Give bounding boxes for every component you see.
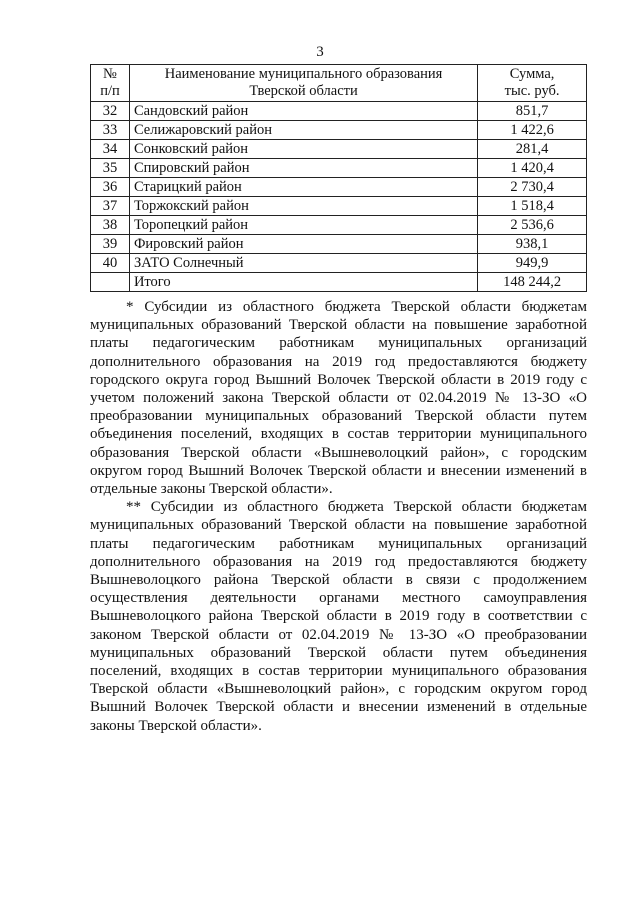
row-num: 33 xyxy=(91,121,130,140)
subsidy-table xyxy=(90,64,587,292)
row-num: 34 xyxy=(91,140,130,159)
row-sum: 851,7 xyxy=(478,102,587,121)
row-name: Старицкий район xyxy=(129,178,477,197)
table-total-row xyxy=(91,273,587,292)
header-name-line-1: Наименование муниципального образования xyxy=(164,66,443,82)
header-num xyxy=(91,65,130,102)
row-num: 36 xyxy=(91,178,130,197)
table-row xyxy=(91,178,587,197)
footnotes xyxy=(90,298,587,735)
row-name: Торопецкий район xyxy=(129,216,477,235)
total-label: Итого xyxy=(129,273,477,292)
table-row xyxy=(91,159,587,178)
row-name: Торжокский район xyxy=(129,197,477,216)
header-num-line-1: № xyxy=(103,66,117,82)
row-num: 32 xyxy=(91,102,130,121)
row-sum: 1 422,6 xyxy=(478,121,587,140)
header-num-line-2: п/п xyxy=(100,83,120,99)
table-header-row xyxy=(91,65,587,102)
row-num: 40 xyxy=(91,254,130,273)
row-name: Селижаровский район xyxy=(129,121,477,140)
row-sum: 2 730,4 xyxy=(478,178,587,197)
header-name xyxy=(129,65,477,102)
header-sum-line-1: Сумма, xyxy=(509,66,555,82)
row-sum: 1 518,4 xyxy=(478,197,587,216)
row-num: 37 xyxy=(91,197,130,216)
table-row xyxy=(91,140,587,159)
row-sum: 938,1 xyxy=(478,235,587,254)
footnote-double-asterisk: ** Субсидии из областного бюджета Тверской области бюджетам муниципальных образований Тверской области на повышение заработной платы педагогическим работникам муниципальных организаций дополнительного образования на 2019 год предоставляются бюджету Вышневолоцкого района Тверской области в связи с продолжением осуществления деятельности органами местного самоуправления Вышневолоцкого района Тверской области в 2019 году в соответствии с законом Тверской области от 02.04.2019 № 13-ЗО «О преобразовании муниципальных образований Тверской области путем объединения поселений, входящих в состав территории муниципального образования Тверской области «Вышневолоцкий район», с городским округом город Вышний Волочек Тверской области и внесении изменений в отдельные законы Тверской области». xyxy=(90,499,587,734)
row-name: Сандовский район xyxy=(129,102,477,121)
row-name: Сонковский район xyxy=(129,140,477,159)
row-name: Фировский район xyxy=(129,235,477,254)
row-sum: 281,4 xyxy=(478,140,587,159)
row-sum: 1 420,4 xyxy=(478,159,587,178)
header-sum xyxy=(478,65,587,102)
row-num: 35 xyxy=(91,159,130,178)
table-row xyxy=(91,235,587,254)
table-row xyxy=(91,121,587,140)
row-num: 39 xyxy=(91,235,130,254)
total-num xyxy=(91,273,130,292)
row-sum: 949,9 xyxy=(478,254,587,273)
header-name-line-2: Тверской области xyxy=(249,83,358,99)
row-num: 38 xyxy=(91,216,130,235)
table-row xyxy=(91,102,587,121)
header-sum-line-2: тыс. руб. xyxy=(504,83,560,99)
total-sum: 148 244,2 xyxy=(478,273,587,292)
footnote-single-asterisk: * Субсидии из областного бюджета Тверской области бюджетам муниципальных образований Тверской области на повышение заработной платы педагогическим работникам муниципальных организаций дополнительного образования на 2019 год предоставляются бюджету городского округа город Вышний Волочек Тверской области в 2019 году с учетом положений закона Тверской области от 02.04.2019 № 13-ЗО «О преобразовании муниципальных образований Тверской области путем объединения поселений, входящих в состав территории муниципального образования Тверской области «Вышневолоцкий район», с городским округом город Вышний Волочек Тверской области и внесении изменений в отдельные законы Тверской области». xyxy=(90,299,587,498)
page-number: 3 xyxy=(316,44,324,60)
table-row xyxy=(91,254,587,273)
table-row xyxy=(91,197,587,216)
row-sum: 2 536,6 xyxy=(478,216,587,235)
row-name: ЗАТО Солнечный xyxy=(129,254,477,273)
row-name: Спировский район xyxy=(129,159,477,178)
table-row xyxy=(91,216,587,235)
